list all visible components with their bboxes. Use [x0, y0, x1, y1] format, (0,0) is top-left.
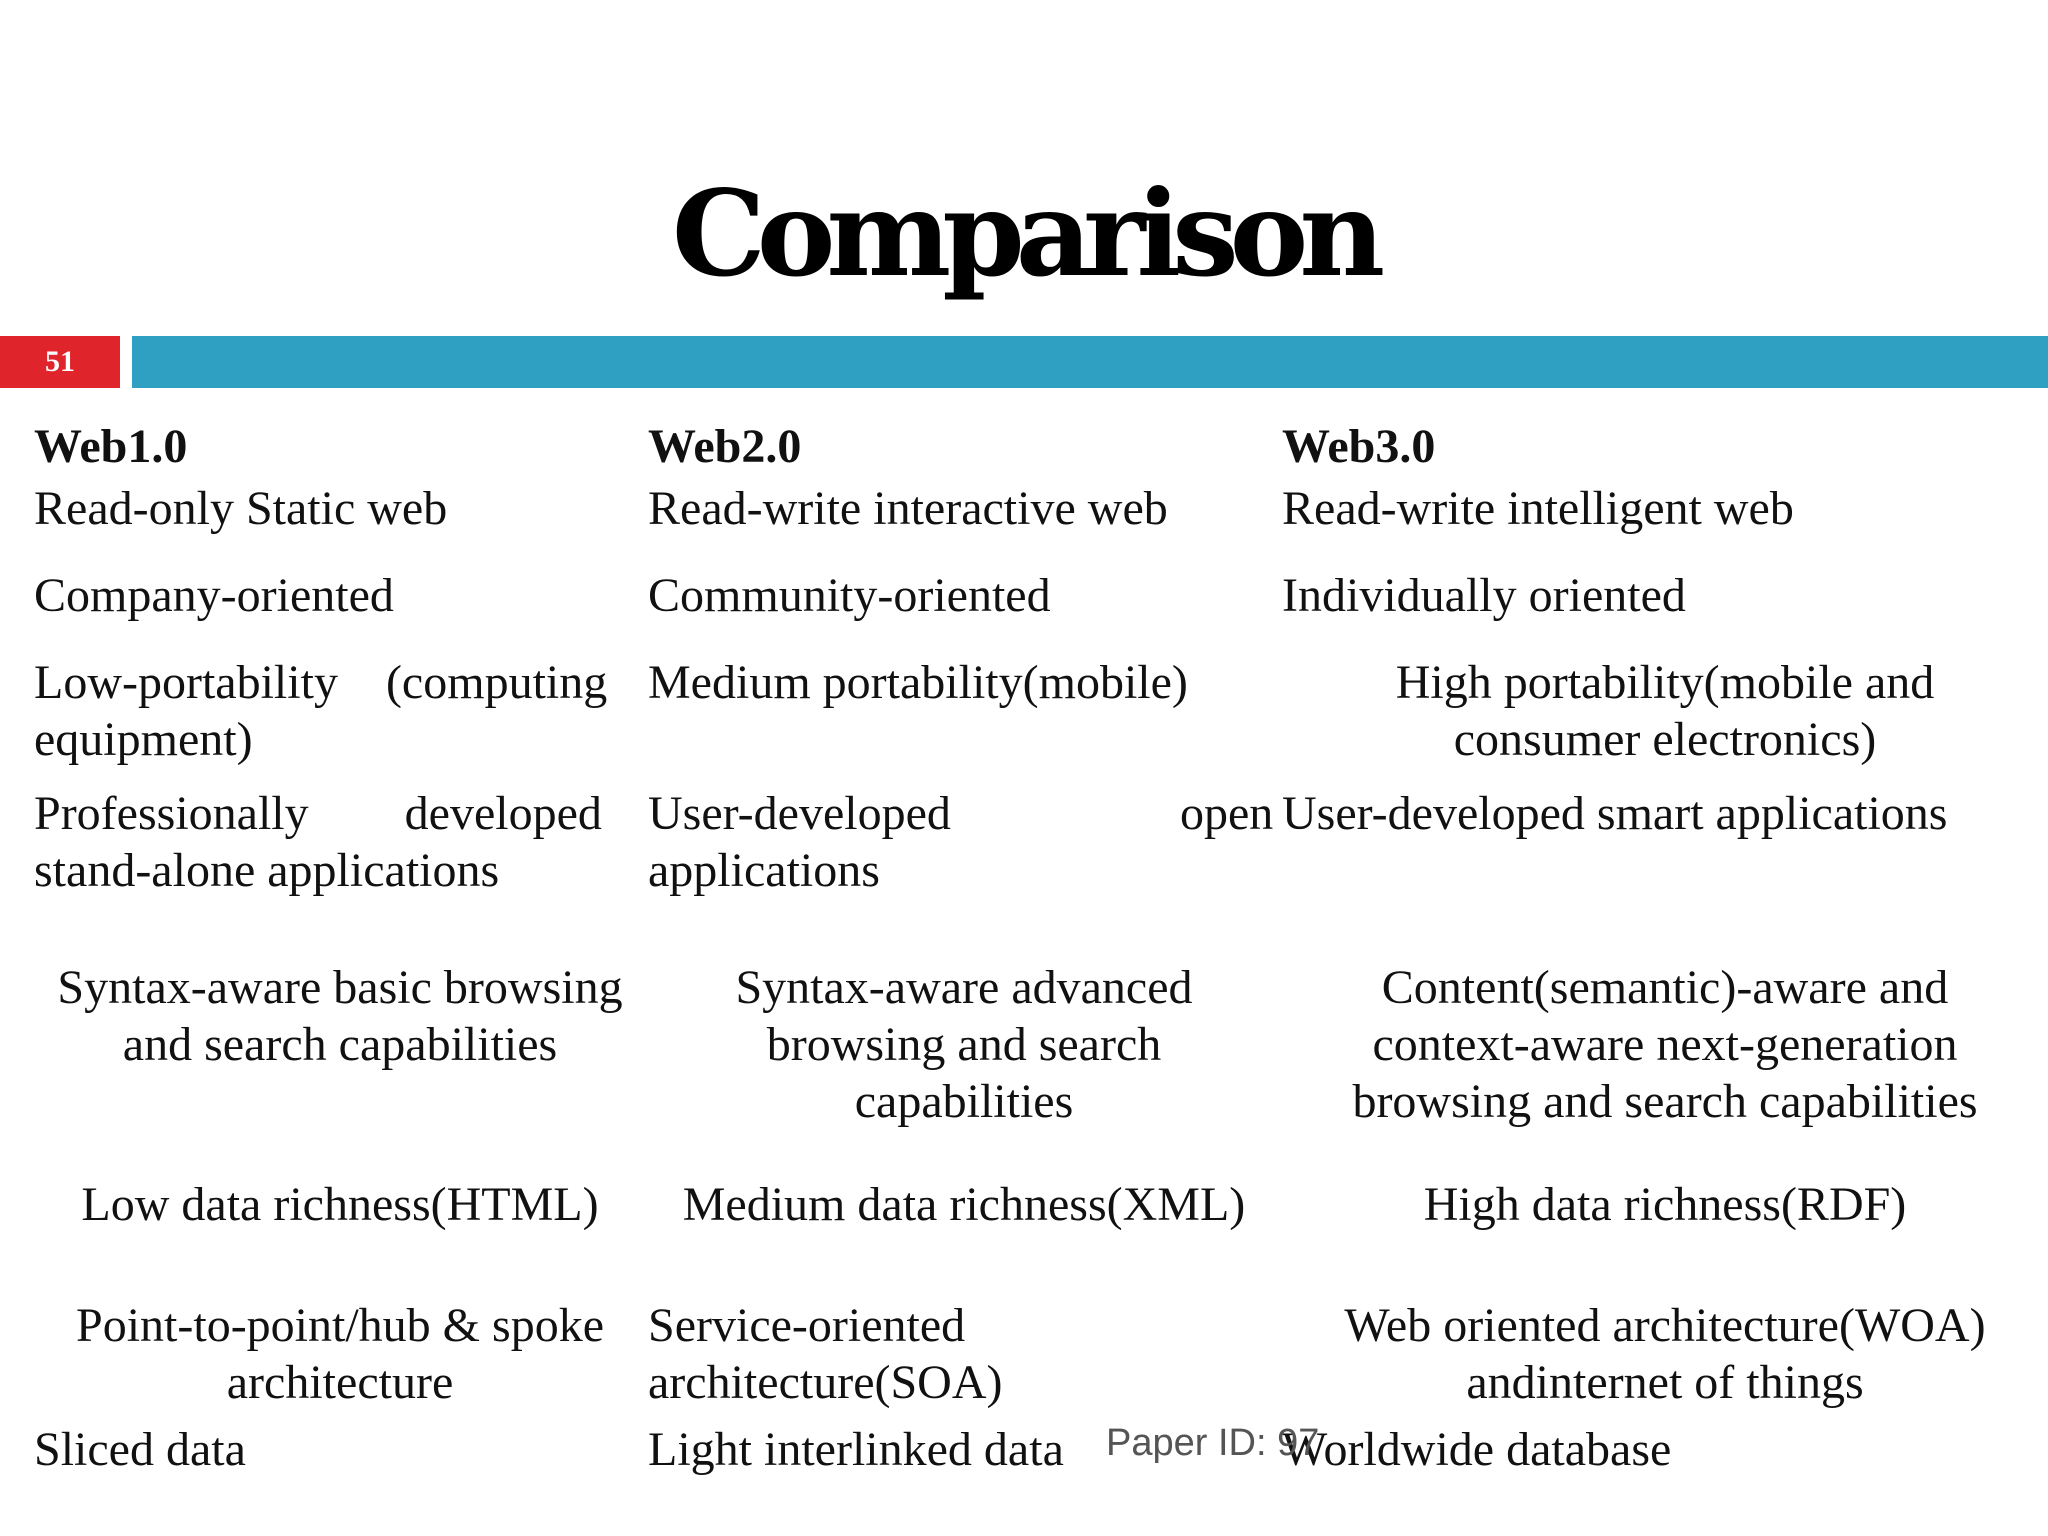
web3-cell-line: consumer electronics) [1453, 713, 1877, 766]
web3-cell-line: High portability(mobile and [1395, 656, 1935, 709]
web1-cell-line: equipment) [34, 713, 253, 766]
column-header-web3: Web3.0 [1282, 420, 1436, 473]
web3-cell: User-developed smart applications [1282, 787, 1948, 840]
column-header-web1: Web1.0 [34, 420, 188, 473]
web1-cell-line: stand-alone applications [34, 844, 500, 897]
web2-cell-tail: open [1180, 787, 1274, 840]
web2-cell-line: User-developed [648, 787, 951, 840]
web3-cell-line: andinternet of things [1466, 1356, 1864, 1409]
web1-cell-line: Point-to-point/hub & spoke [76, 1299, 604, 1352]
web1-cell-line: Professionally developed [34, 787, 602, 840]
title-accent-bar [132, 336, 2048, 388]
web1-cell-line: architecture [226, 1356, 454, 1409]
paper-id-watermark: Paper ID: 97 [1106, 1422, 1320, 1464]
web2-cell-line: Syntax-aware advanced [735, 961, 1193, 1014]
web3-cell-line: Content(semantic)-aware and [1381, 961, 1949, 1014]
web3-cell-line: Web oriented architecture(WOA) [1344, 1299, 1986, 1352]
web1-cell-line: and search capabilities [122, 1018, 558, 1071]
web2-cell-line: applications [648, 844, 880, 897]
column-header-web2: Web2.0 [648, 420, 802, 473]
web2-cell-line: Service-oriented [648, 1299, 966, 1352]
web3-cell: Worldwide database [1282, 1423, 1672, 1476]
web3-cell: High data richness(RDF) [1423, 1178, 1907, 1231]
web1-cell: Low data richness(HTML) [81, 1178, 599, 1231]
web2-cell: Light interlinked data [648, 1423, 1064, 1476]
web1-cell-line: Syntax-aware basic browsing [57, 961, 623, 1014]
web2-cell-line: capabilities [854, 1075, 1074, 1128]
web1-cell: Sliced data [34, 1423, 246, 1476]
web1-cell: Read-only Static web [34, 482, 448, 535]
web3-cell-line: context-aware next-generation [1372, 1018, 1958, 1071]
web1-cell: Company-oriented [34, 569, 394, 622]
slide-number: 51 [0, 336, 120, 388]
web2-cell: Read-write interactive web [648, 482, 1168, 535]
web3-cell-line: browsing and search capabilities [1352, 1075, 1978, 1128]
web3-cell: Read-write intelligent web [1282, 482, 1794, 535]
web3-cell: Individually oriented [1282, 569, 1686, 622]
web2-cell: Medium data richness(XML) [682, 1178, 1246, 1231]
web2-cell: Medium portability(mobile) [648, 656, 1188, 709]
web2-cell-line: browsing and search [766, 1018, 1162, 1071]
web1-cell-line: Low-portability (computing [34, 656, 608, 709]
slide-title: Comparison [671, 164, 1377, 303]
web2-cell-line: architecture(SOA) [648, 1356, 1003, 1409]
web2-cell: Community-oriented [648, 569, 1051, 622]
